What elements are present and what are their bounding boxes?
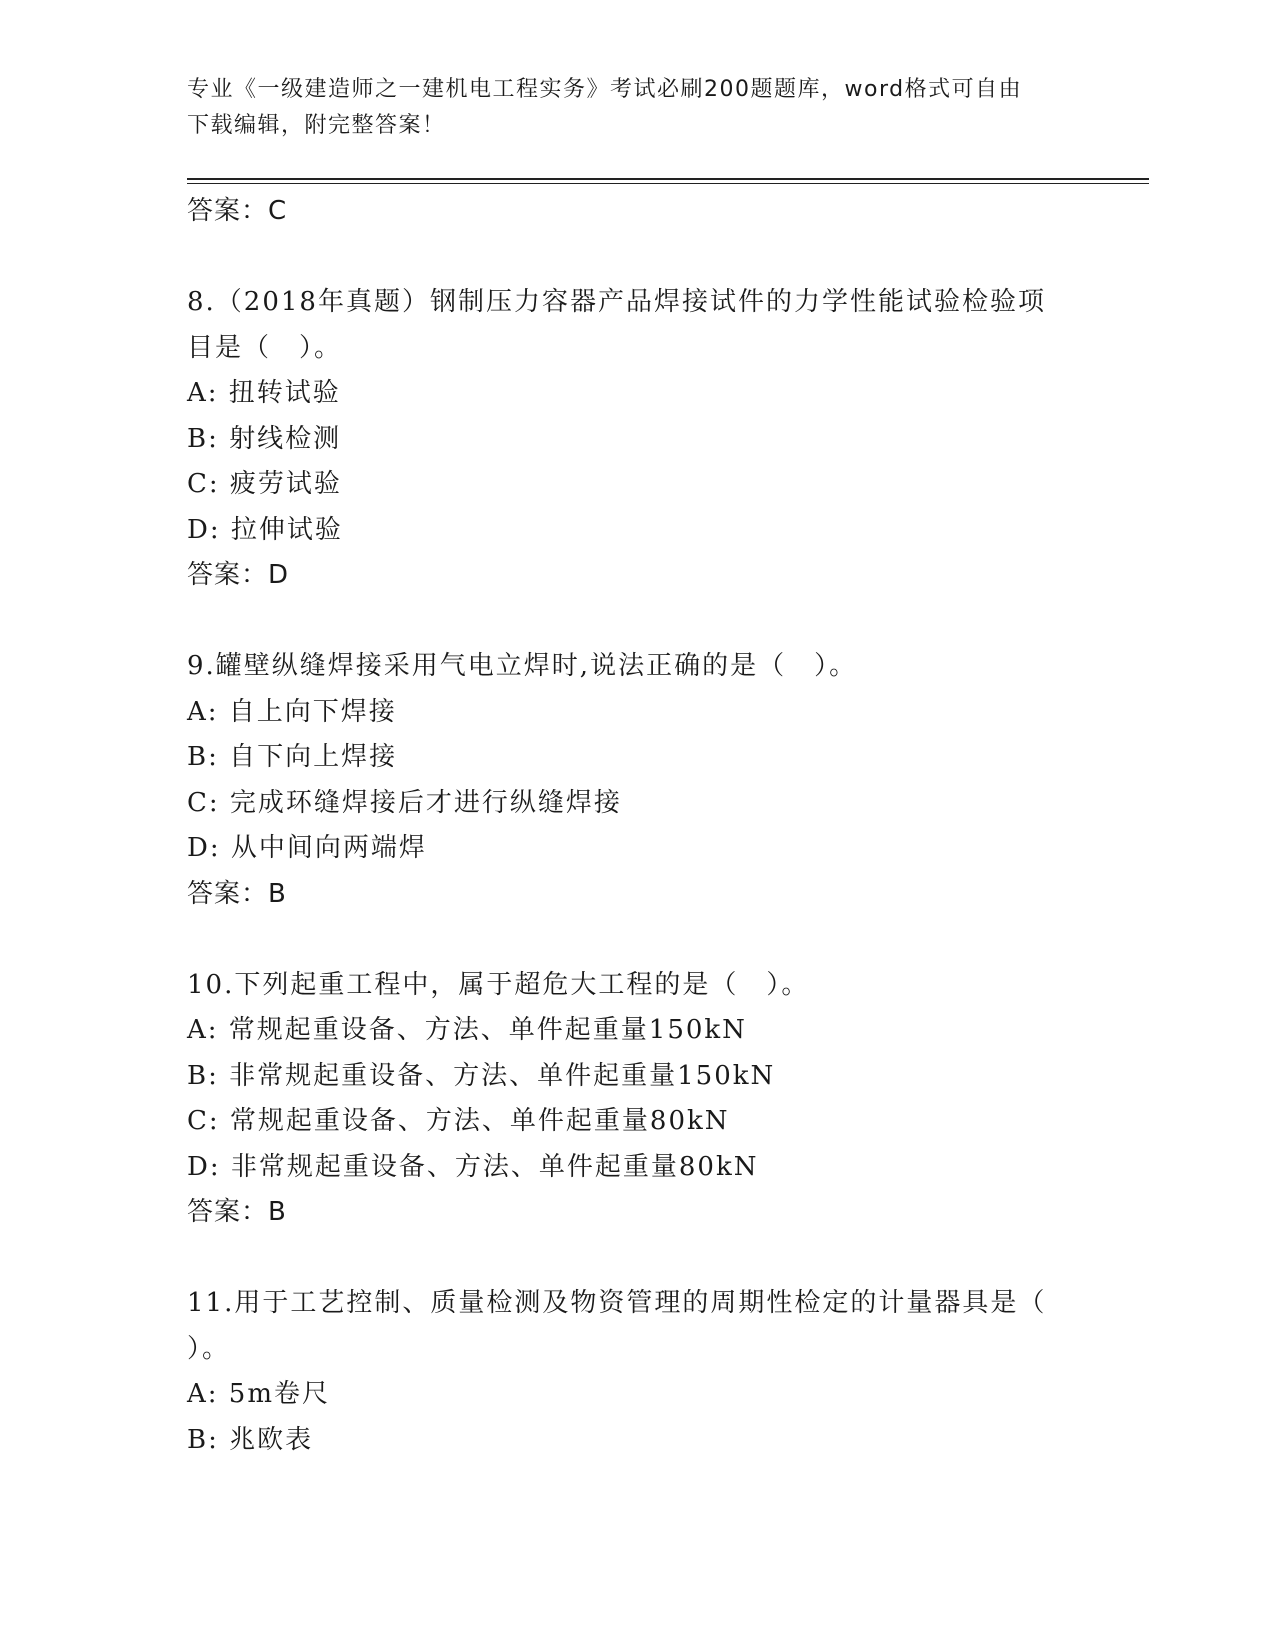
header-divider-thin [187,183,1149,184]
header-line-1: 专业《一级建造师之一建机电工程实务》考试必刷200题题库，word格式可自由 [187,77,1023,102]
question-11-option-a: A: 5m卷尺 [187,1379,330,1409]
spacer [187,599,1087,645]
question-11-stem-1: 11.用于工艺控制、质量检测及物资管理的周期性检定的计量器具是（ [187,1288,1047,1318]
question-8-answer: 答案：D [187,560,290,590]
question-8 [187,280,1087,599]
header-line-2: 下载编辑，附完整答案！ [187,113,446,138]
question-10-option-a: A: 常规起重设备、方法、单件起重量150kN [187,1015,747,1045]
question-8-stem-2: 目是（ ）。 [187,332,343,363]
question-8-option-b: B: 射线检测 [187,423,342,454]
question-10-stem-1: 10.下列起重工程中，属于超危大工程的是（ ）。 [187,969,810,1000]
question-9-stem-1: 9.罐壁纵缝焊接采用气电立焊时,说法正确的是（ ）。 [187,651,858,681]
question-9 [187,644,1087,917]
question-9-option-d: D: 从中间向两端焊 [187,833,427,863]
question-11-option-b: B: 兆欧表 [187,1424,314,1455]
question-8-option-d: D: 拉伸试验 [187,514,343,545]
question-9-option-b: B: 自下向上焊接 [187,742,398,772]
header-divider [187,178,1149,180]
question-11 [187,1281,1087,1463]
question-9-option-a: A: 自上向下焊接 [187,696,397,727]
question-10-option-c: C: 常规起重设备、方法、单件起重量80kN [187,1106,730,1136]
spacer [187,917,1087,963]
question-10 [187,963,1087,1236]
question-8-option-c: C: 疲劳试验 [187,469,342,499]
spacer [187,1236,1087,1282]
question-list [187,189,1087,1463]
question-9-answer: 答案：B [187,878,287,909]
question-8-option-a: A: 扭转试验 [187,378,341,408]
question-9-option-c: C: 完成环缝焊接后才进行纵缝焊接 [187,787,622,818]
question-8-stem-1: 8.（2018年真题）钢制压力容器产品焊接试件的力学性能试验检验项 [187,287,1046,317]
question-11-stem-2: ）。 [187,1333,231,1364]
question-10-option-b: B: 非常规起重设备、方法、单件起重量150kN [187,1060,776,1091]
question-10-option-d: D: 非常规起重设备、方法、单件起重量80kN [187,1151,759,1182]
document-header [187,72,1067,144]
answer-previous: 答案：C [187,196,288,226]
question-10-answer: 答案：B [187,1197,287,1227]
spacer [187,235,1087,281]
